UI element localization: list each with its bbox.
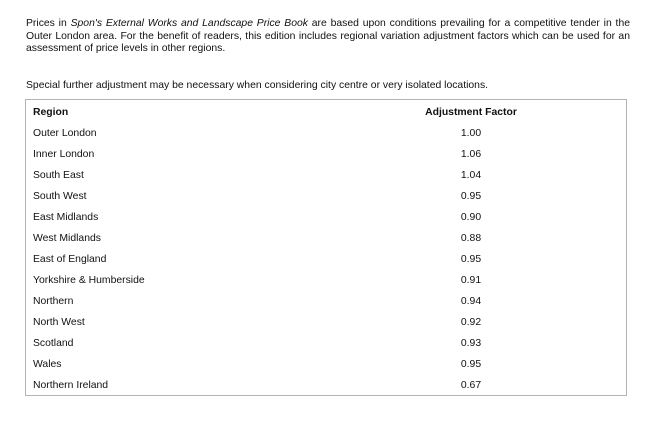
- table-row: [26, 124, 626, 145]
- table-header-row: [26, 103, 626, 124]
- book-title: Spon's External Works and Landscape Price Book: [70, 18, 308, 29]
- region-cell: Yorkshire & Humberside: [33, 275, 145, 286]
- factor-cell: 0.90: [460, 212, 482, 223]
- table-row: [26, 376, 626, 397]
- intro-paragraph: [26, 18, 630, 56]
- table-row: [26, 229, 626, 250]
- region-cell: Northern Ireland: [33, 380, 109, 391]
- factor-cell: 0.88: [460, 233, 482, 244]
- column-header-adjustment-factor: Adjustment Factor: [425, 107, 517, 118]
- table-row: [26, 292, 626, 313]
- factor-cell: 0.93: [460, 338, 482, 349]
- region-cell: East of England: [33, 254, 107, 265]
- column-header-region: Region: [33, 107, 69, 118]
- factor-cell: 0.95: [460, 254, 482, 265]
- factor-cell: 0.67: [460, 380, 482, 391]
- table-row: [26, 208, 626, 229]
- region-cell: North West: [33, 317, 85, 328]
- table-row: [26, 166, 626, 187]
- table-row: [26, 355, 626, 376]
- factor-cell: 0.95: [460, 191, 482, 202]
- region-cell: South West: [33, 191, 87, 202]
- region-cell: Inner London: [33, 149, 95, 160]
- region-cell: Wales: [33, 359, 62, 370]
- table-row: [26, 313, 626, 334]
- factor-cell: 1.06: [460, 149, 482, 160]
- factor-cell: 1.00: [460, 128, 482, 139]
- factor-cell: 0.94: [460, 296, 482, 307]
- region-cell: Scotland: [33, 338, 74, 349]
- region-cell: Northern: [33, 296, 74, 307]
- regional-adjustment-table: [25, 99, 627, 396]
- factor-cell: 1.04: [460, 170, 482, 181]
- table-row: [26, 250, 626, 271]
- region-cell: South East: [33, 170, 84, 181]
- table-row: [26, 145, 626, 166]
- factor-cell: 0.92: [460, 317, 482, 328]
- region-cell: West Midlands: [33, 233, 101, 244]
- factor-cell: 0.95: [460, 359, 482, 370]
- region-cell: Outer London: [33, 128, 97, 139]
- factor-cell: 0.91: [460, 275, 482, 286]
- table-row: [26, 334, 626, 355]
- region-cell: East Midlands: [33, 212, 99, 223]
- intro-text-after: are based upon conditions prevailing for a competitive tender in the Outer London area. For the benefit of readers, this edition includes regional variation adjustment factors which can be used for an assessment of price levels in other regions.: [26, 18, 631, 55]
- table-row: [26, 187, 626, 208]
- table-row: [26, 271, 626, 292]
- intro-text-before: Prices in: [26, 18, 71, 29]
- adjustment-note: Special further adjustment may be necessary when considering city centre or very isolated locations.: [26, 80, 489, 91]
